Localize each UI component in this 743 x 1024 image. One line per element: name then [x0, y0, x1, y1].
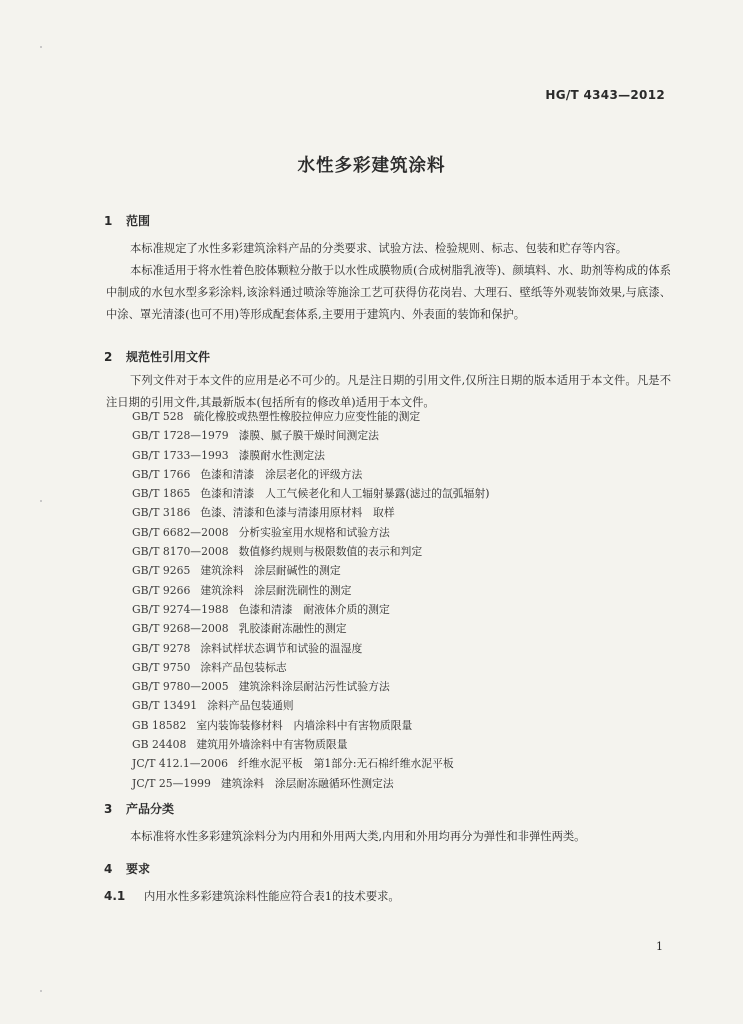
reference-item	[132, 754, 652, 773]
reference-item	[132, 696, 652, 715]
reference-item	[132, 735, 652, 754]
reference-list	[132, 407, 652, 793]
section-number: 3	[104, 802, 113, 816]
reference-item	[132, 503, 652, 522]
reference-code: GB/T 9274—1988	[132, 602, 229, 616]
reference-code: GB/T 9780—2005	[132, 680, 229, 694]
reference-item	[132, 774, 652, 793]
section-heading-requirements	[104, 860, 150, 877]
clause-number: 4.1	[104, 889, 126, 903]
reference-item	[132, 426, 652, 445]
section-heading-scope	[104, 212, 150, 229]
scope-paragraph-2: 本标准适用于将水性着色胶体颗粒分散于以水性成膜物质(合成树脂乳液等)、颜填料、水、助剂等构成的体系中制成的水包水型多彩涂料,该涂料通过喷涂等施涂工艺可获得仿花岗岩、大理石、壁纸等外观装饰效果,与底漆、中涂、罩光清漆(也可不用)等形成配套体系,主要用于建筑内、外表面的装饰和保护。	[106, 264, 671, 321]
reference-title: 数值修约规则与极限数值的表示和判定	[238, 545, 423, 559]
reference-title: 硫化橡胶或热塑性橡胶拉伸应力应变性能的测定	[193, 410, 421, 423]
section-title: 规范性引用文件	[126, 350, 211, 364]
reference-item	[132, 523, 652, 542]
references-intro: 下列文件对于本文件的应用是必不可少的。凡是注日期的引用文件,仅所注日期的版本适用于本文件。凡是不注日期的引用文件,其最新版本(包括所有的修改单)适用于本文件。	[106, 374, 671, 409]
reference-code: GB/T 1865	[132, 487, 191, 501]
reference-title: 室内装饰装修材料 内墙涂料中有害物质限量	[196, 718, 413, 732]
reference-item	[132, 484, 652, 503]
section-heading-classification	[104, 800, 174, 817]
binding-mark	[40, 500, 42, 502]
reference-item	[132, 465, 652, 484]
reference-code: GB 24408	[132, 738, 187, 752]
clause-4-1	[104, 888, 400, 904]
binding-mark	[40, 990, 42, 992]
reference-code: GB/T 13491	[132, 699, 198, 713]
reference-code: GB/T 9750	[132, 660, 191, 674]
reference-item	[132, 407, 652, 426]
reference-code: GB/T 1728—1979	[132, 429, 229, 443]
reference-title: 建筑涂料 涂层耐碱性的测定	[200, 564, 341, 578]
standard-code: HG/T 4343—2012	[545, 88, 665, 102]
reference-code: GB/T 9266	[132, 583, 191, 597]
reference-item	[132, 561, 652, 580]
section-heading-references	[104, 348, 210, 365]
reference-title: 纤维水泥平板 第1部分:无石棉纤维水泥平板	[238, 757, 454, 771]
section-title: 产品分类	[126, 802, 175, 816]
page-number: 1	[656, 940, 663, 953]
reference-title: 建筑涂料 涂层耐冻融循环性测定法	[220, 776, 394, 790]
reference-code: GB/T 9265	[132, 564, 191, 578]
reference-item	[132, 677, 652, 696]
section-title: 要求	[126, 862, 151, 876]
classification-paragraph: 本标准将水性多彩建筑涂料分为内用和外用两大类,内用和外用均再分为弹性和非弹性两类。	[130, 830, 586, 843]
reference-item	[132, 658, 652, 677]
reference-code: GB/T 6682—2008	[132, 525, 229, 539]
scope-paragraph-1: 本标准规定了水性多彩建筑涂料产品的分类要求、试验方法、检验规则、标志、包装和贮存等内容。	[130, 242, 628, 255]
reference-code: GB/T 528	[132, 410, 184, 423]
reference-item	[132, 619, 652, 638]
reference-title: 建筑用外墙涂料中有害物质限量	[196, 738, 348, 752]
reference-code: GB/T 9268—2008	[132, 622, 229, 636]
reference-title: 乳胶漆耐冻融性的测定	[238, 622, 347, 636]
reference-title: 涂料产品包装标志	[200, 660, 287, 674]
section-number: 2	[104, 350, 113, 364]
reference-title: 涂料产品包装通则	[207, 699, 294, 713]
reference-title: 色漆和清漆 涂层老化的评级方法	[200, 467, 363, 481]
reference-code: GB/T 8170—2008	[132, 545, 229, 559]
section-number: 1	[104, 214, 113, 228]
reference-title: 色漆和清漆 人工气候老化和人工辐射暴露(滤过的氙弧辐射)	[200, 487, 490, 501]
reference-item	[132, 716, 652, 735]
section-title: 范围	[126, 214, 151, 228]
clause-text: 内用水性多彩建筑涂料性能应符合表1的技术要求。	[144, 890, 400, 903]
reference-title: 涂料试样状态调节和试验的温湿度	[200, 641, 363, 655]
reference-title: 建筑涂料涂层耐沾污性试验方法	[238, 680, 390, 694]
section-number: 4	[104, 862, 113, 876]
reference-item	[132, 446, 652, 465]
reference-code: GB 18582	[132, 718, 187, 732]
reference-item	[132, 581, 652, 600]
reference-code: JC/T 25—1999	[132, 776, 211, 790]
page-title: 水性多彩建筑涂料	[297, 156, 446, 176]
reference-code: GB/T 1733—1993	[132, 448, 229, 462]
reference-item	[132, 639, 652, 658]
reference-title: 色漆和清漆 耐液体介质的测定	[238, 602, 390, 616]
reference-code: GB/T 1766	[132, 467, 191, 481]
reference-title: 漆膜、腻子膜干燥时间测定法	[238, 429, 379, 443]
reference-title: 建筑涂料 涂层耐洗刷性的测定	[200, 583, 352, 597]
reference-item	[132, 542, 652, 561]
reference-title: 分析实验室用水规格和试验方法	[238, 525, 390, 539]
reference-title: 色漆、清漆和色漆与清漆用原材料 取样	[200, 506, 395, 520]
reference-title: 漆膜耐水性测定法	[238, 448, 325, 462]
reference-code: GB/T 3186	[132, 506, 191, 520]
reference-item	[132, 600, 652, 619]
reference-code: JC/T 412.1—2006	[132, 757, 229, 771]
binding-mark	[40, 46, 42, 48]
reference-code: GB/T 9278	[132, 641, 191, 655]
